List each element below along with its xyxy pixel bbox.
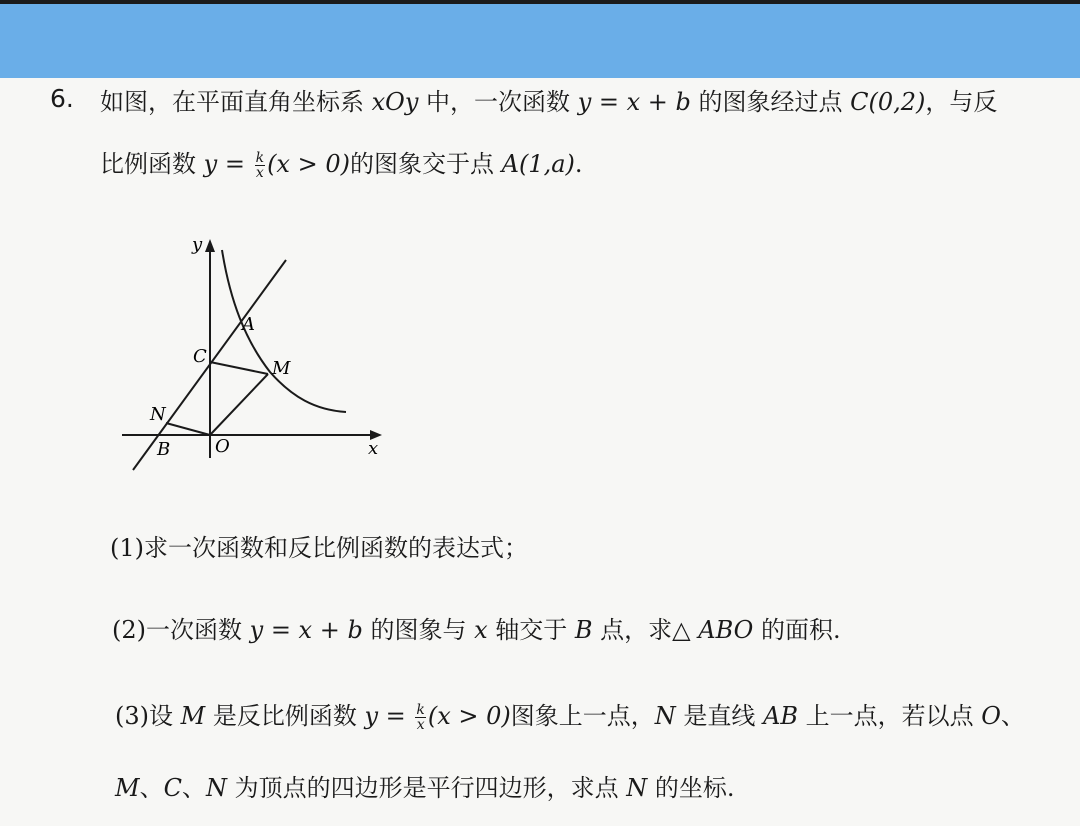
- problem-statement-line-1: 如图，在平面直角坐标系 xOy 中，一次函数 y = x + b 的图象经过点 C(0,2)，与反: [100, 88, 998, 116]
- label-O: O: [215, 436, 230, 457]
- fraction-k-over-x-2: $\frac{k}{x}$: [416, 702, 425, 733]
- y-axis-arrow: [205, 239, 215, 252]
- label-N: N: [150, 404, 166, 425]
- question-number: 6.: [50, 84, 74, 113]
- label-C: C: [193, 346, 207, 367]
- fraction-k-over-x: $\frac{k}{x}$: [255, 150, 265, 181]
- top-blue-band: [0, 0, 1080, 78]
- segment-NO: [166, 423, 210, 435]
- segment-OM: [210, 374, 268, 435]
- problem-statement-line-2: 比例函数 y = $\frac{k}{x}$ (x > 0)的图象交于点 A(1,a).: [100, 150, 583, 181]
- label-B: B: [157, 439, 171, 460]
- label-x: x: [368, 438, 379, 459]
- label-M: M: [272, 358, 291, 379]
- question-part-3-line-1: (3)设 M 是反比例函数 y = $\frac{k}{x}$ (x > 0)图象上一点，N 是直线 AB 上一点，若以点 O、: [115, 702, 1025, 733]
- coordinate-figure: [110, 225, 400, 480]
- hyperbola-curve: [222, 250, 346, 412]
- segment-CM: [210, 362, 268, 374]
- question-part-2: (2)一次函数 y = x + b 的图象与 x 轴交于 B 点，求△ ABO 的面积.: [112, 616, 841, 644]
- question-part-3-line-2: M、C、N 为顶点的四边形是平行四边形，求点 N 的坐标.: [115, 774, 735, 802]
- question-part-1: (1)求一次函数和反比例函数的表达式；: [110, 534, 528, 562]
- label-y: y: [192, 234, 203, 255]
- label-A: A: [242, 314, 255, 335]
